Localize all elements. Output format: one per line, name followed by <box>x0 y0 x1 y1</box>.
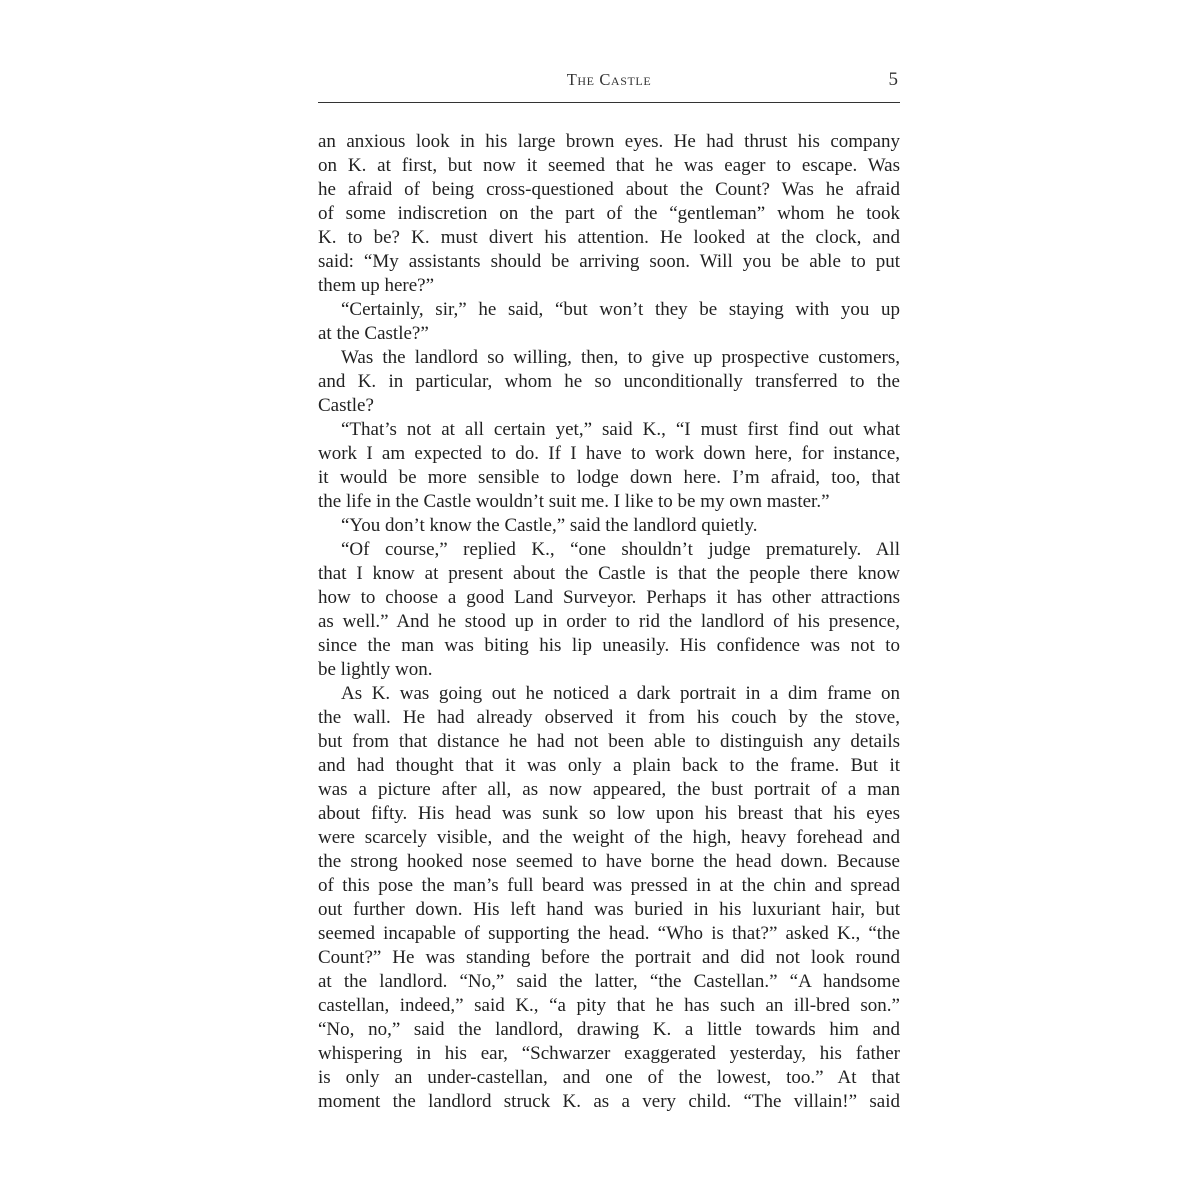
text-line: work I am expected to do. If I have to work down here, for instance, <box>318 443 900 464</box>
text-line: said: “My assistants should be arriving soon. Will you be able to put <box>318 251 900 272</box>
text-line: Count?” He was standing before the portrait and did not look round <box>318 947 900 968</box>
text-line: was a picture after all, as now appeared, the bust portrait of a man <box>318 779 900 800</box>
text-line: but from that distance he had not been able to distinguish any details <box>318 731 900 752</box>
text-line: on K. at first, but now it seemed that he was eager to escape. Was <box>318 155 900 176</box>
text-line: he afraid of being cross-questioned about the Count? Was he afraid <box>318 179 900 200</box>
running-head <box>318 60 900 103</box>
text-line: “You don’t know the Castle,” said the landlord quietly. <box>341 515 758 536</box>
text-line: of this pose the man’s full beard was pressed in at the chin and spread <box>318 875 900 896</box>
text-line: K. to be? K. must divert his attention. He looked at the clock, and <box>318 227 900 248</box>
text-line: and had thought that it was only a plain back to the frame. But it <box>318 755 900 776</box>
book-page <box>318 60 900 1160</box>
text-line: castellan, indeed,” said K., “a pity that he has such an ill-bred son.” <box>318 995 900 1016</box>
text-line: the strong hooked nose seemed to have borne the head down. Because <box>318 851 900 872</box>
text-line: an anxious look in his large brown eyes. He had thrust his company <box>318 131 900 152</box>
text-line: at the Castle?” <box>318 323 429 344</box>
text-line: As K. was going out he noticed a dark portrait in a dim frame on <box>341 683 900 704</box>
text-line: were scarcely visible, and the weight of the high, heavy forehead and <box>318 827 900 848</box>
text-line: whispering in his ear, “Schwarzer exaggerated yesterday, his father <box>318 1043 900 1064</box>
text-line: moment the landlord struck K. as a very child. “The villain!” said <box>318 1091 900 1112</box>
text-line: “Of course,” replied K., “one shouldn’t judge prematurely. All <box>341 539 900 560</box>
text-line: be lightly won. <box>318 659 433 680</box>
running-title: The Castle <box>566 70 652 89</box>
body-text <box>318 130 900 1114</box>
text-line: that I know at present about the Castle is that the people there know <box>318 563 900 584</box>
text-line: out further down. His left hand was buried in his luxuriant hair, but <box>318 899 900 920</box>
text-line: of some indiscretion on the part of the “gentleman” whom he took <box>318 203 900 224</box>
text-line: Castle? <box>318 395 374 416</box>
text-line: how to choose a good Land Surveyor. Perhaps it has other attractions <box>318 587 900 608</box>
text-line: seemed incapable of supporting the head. “Who is that?” asked K., “the <box>318 923 900 944</box>
page-number: 5 <box>888 69 898 90</box>
text-line: about fifty. His head was sunk so low upon his breast that his eyes <box>318 803 900 824</box>
text-line: is only an under-castellan, and one of the lowest, too.” At that <box>318 1067 900 1088</box>
text-line: it would be more sensible to lodge down here. I’m afraid, too, that <box>318 467 900 488</box>
text-line: “No, no,” said the landlord, drawing K. a little towards him and <box>318 1019 900 1040</box>
text-line: the life in the Castle wouldn’t suit me. I like to be my own master.” <box>318 491 830 512</box>
text-line: at the landlord. “No,” said the latter, “the Castellan.” “A handsome <box>318 971 900 992</box>
text-line: Was the landlord so willing, then, to give up prospective customers, <box>341 347 900 368</box>
text-line: as well.” And he stood up in order to rid the landlord of his presence, <box>318 611 900 632</box>
text-line: them up here?” <box>318 275 435 296</box>
text-line: “Certainly, sir,” he said, “but won’t they be staying with you up <box>341 299 900 320</box>
text-line: since the man was biting his lip uneasily. His confidence was not to <box>318 635 900 656</box>
text-line: “That’s not at all certain yet,” said K., “I must first find out what <box>341 419 900 440</box>
text-line: the wall. He had already observed it from his couch by the stove, <box>318 707 900 728</box>
text-line: and K. in particular, whom he so unconditionally transferred to the <box>318 371 900 392</box>
